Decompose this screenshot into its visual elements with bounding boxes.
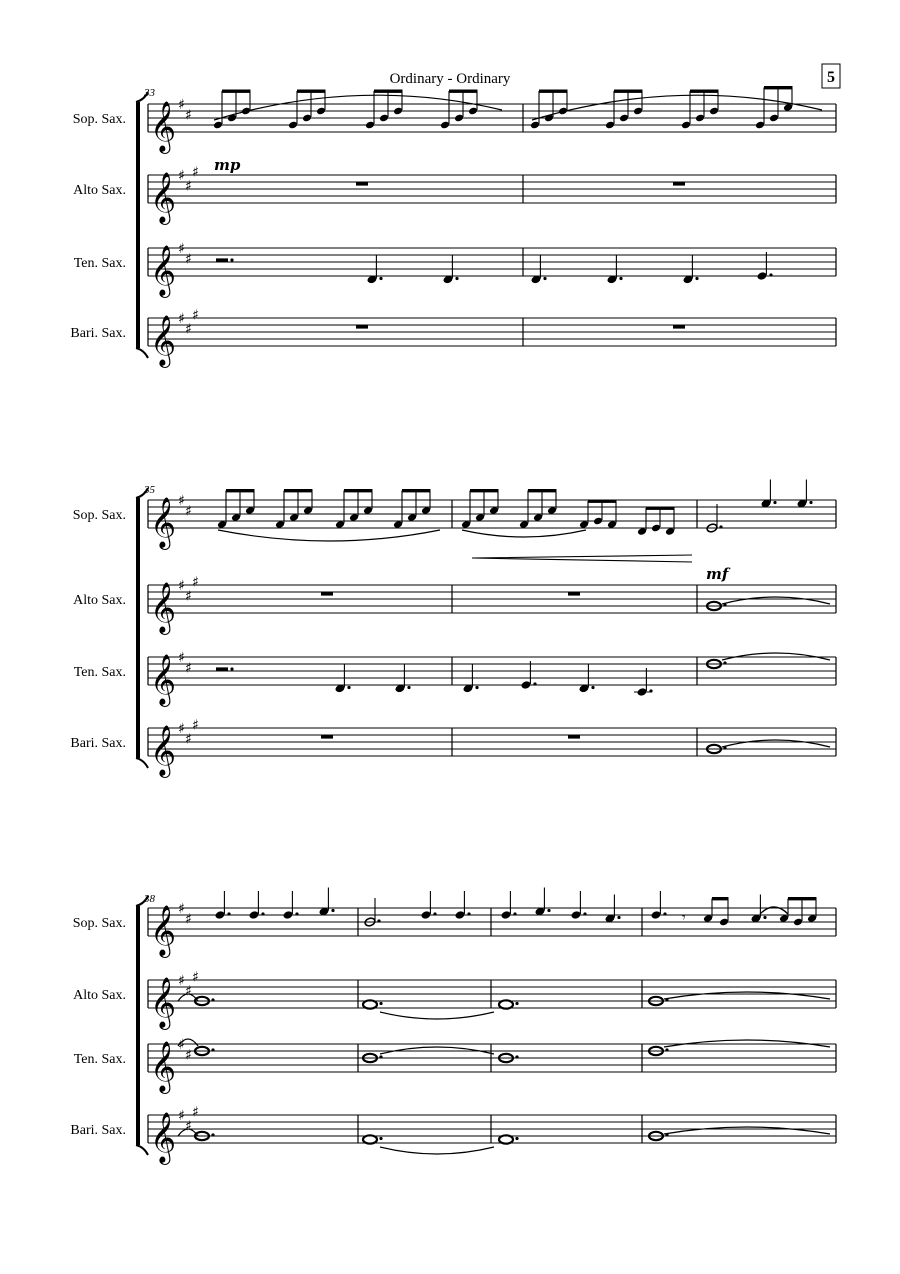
- beam: [226, 489, 255, 492]
- whole-note: [363, 1135, 377, 1143]
- staff: [73, 970, 836, 1031]
- sharp-icon: ♯: [185, 1047, 192, 1064]
- staff: [73, 493, 836, 550]
- whole-rest: [673, 325, 685, 329]
- beam: [344, 489, 373, 492]
- sharp-icon: ♯: [185, 983, 192, 1000]
- beam: [297, 90, 326, 93]
- instrument-name: Alto Sax.: [73, 988, 126, 1003]
- sharp-icon: ♯: [178, 97, 185, 113]
- treble-clef-icon: 𝄞: [150, 977, 177, 1028]
- beam: [588, 500, 617, 503]
- instrument-name: Sop. Sax.: [72, 916, 126, 931]
- treble-clef-icon: 𝄞: [150, 725, 177, 776]
- quarter-note: [215, 910, 226, 920]
- whole-rest: [568, 592, 580, 596]
- staff: [73, 165, 836, 226]
- beam: [222, 90, 251, 93]
- treble-clef-icon: 𝄞: [150, 1041, 177, 1092]
- sharp-icon: ♯: [178, 311, 185, 327]
- beam: [646, 507, 675, 510]
- sharp-icon: ♯: [185, 911, 192, 928]
- treble-clef-icon: 𝄞: [150, 497, 177, 548]
- beam: [284, 489, 313, 492]
- beam: [614, 90, 643, 93]
- quarter-note: [501, 910, 512, 920]
- sharp-icon: ♯: [178, 1108, 185, 1124]
- sharp-icon: ♯: [178, 168, 185, 184]
- sharp-icon: ♯: [178, 241, 185, 257]
- whole-note: [363, 1000, 377, 1008]
- sharp-icon: ♯: [185, 1118, 192, 1135]
- system-bracket: [136, 498, 140, 758]
- treble-clef-icon: 𝄞: [150, 1112, 177, 1163]
- sharp-icon: ♯: [192, 307, 199, 324]
- sharp-icon: ♯: [192, 969, 199, 986]
- eighth-rest: 𝄾: [682, 910, 686, 926]
- page-title: Ordinary - Ordinary: [389, 71, 511, 87]
- beam: [470, 489, 499, 492]
- half-rest: [216, 258, 228, 262]
- dynamic-mp: mp: [214, 156, 241, 174]
- crescendo-hairpin: [472, 555, 692, 562]
- instrument-name: Bari. Sax.: [70, 326, 126, 341]
- whole-rest: [673, 182, 685, 186]
- quarter-note: [421, 910, 432, 920]
- whole-rest: [568, 735, 580, 739]
- beam: [539, 90, 568, 93]
- half-rest: [216, 667, 228, 671]
- sharp-icon: ♯: [192, 1104, 199, 1121]
- treble-clef-icon: 𝄞: [150, 315, 177, 366]
- system-bracket: [136, 906, 140, 1145]
- staff: [70, 308, 836, 369]
- treble-clef-icon: 𝄞: [150, 172, 177, 223]
- sharp-icon: ♯: [178, 650, 185, 666]
- treble-clef-icon: 𝄞: [150, 582, 177, 633]
- treble-clef-icon: 𝄞: [150, 654, 177, 705]
- whole-rest: [356, 325, 368, 329]
- instrument-name: Sop. Sax.: [72, 112, 126, 127]
- page-number: 5: [827, 69, 835, 86]
- sharp-icon: ♯: [192, 717, 199, 734]
- staff: [74, 650, 836, 707]
- whole-note: [499, 1000, 513, 1008]
- quarter-note: [571, 910, 582, 920]
- quarter-note: [249, 910, 260, 920]
- tie: [664, 992, 830, 999]
- beam: [764, 86, 793, 89]
- sharp-icon: ♯: [178, 721, 185, 737]
- sharp-icon: ♯: [185, 321, 192, 338]
- beam: [528, 489, 557, 492]
- instrument-name: Bari. Sax.: [70, 1123, 126, 1138]
- treble-clef-icon: 𝄞: [150, 245, 177, 296]
- whole-note: [499, 1135, 513, 1143]
- tie: [722, 597, 830, 604]
- tie: [380, 1012, 494, 1019]
- instrument-name: Bari. Sax.: [70, 736, 126, 751]
- sharp-icon: ♯: [192, 574, 199, 591]
- instrument-name: Ten. Sax.: [73, 256, 126, 271]
- staff: [70, 1105, 836, 1166]
- tie: [722, 740, 830, 747]
- staff: [73, 97, 836, 154]
- quarter-note: [283, 910, 294, 920]
- quarter-note: [651, 910, 662, 920]
- treble-clef-icon: 𝄞: [150, 905, 177, 956]
- measure-number: 33: [144, 87, 155, 99]
- sharp-icon: ♯: [185, 107, 192, 124]
- tie: [380, 1147, 494, 1154]
- measure-number: 35: [144, 484, 155, 496]
- sharp-icon: ♯: [185, 178, 192, 195]
- staff: [74, 1037, 836, 1094]
- instrument-name: Sop. Sax.: [72, 508, 126, 523]
- instrument-name: Ten. Sax.: [73, 665, 126, 680]
- beam: [449, 90, 478, 93]
- beam: [374, 90, 403, 93]
- quarter-note: [521, 680, 532, 690]
- beam: [788, 897, 817, 900]
- staff: [73, 901, 836, 958]
- system: [70, 893, 836, 1165]
- system-bracket: [136, 102, 140, 348]
- sharp-icon: ♯: [185, 251, 192, 268]
- sharp-icon: ♯: [178, 578, 185, 594]
- staff: [74, 241, 836, 298]
- sharp-icon: ♯: [178, 901, 185, 917]
- beam: [712, 897, 729, 900]
- whole-rest: [356, 182, 368, 186]
- sharp-icon: ♯: [185, 503, 192, 520]
- whole-rest: [321, 735, 333, 739]
- sharp-icon: ♯: [192, 164, 199, 181]
- quarter-note: [455, 910, 466, 920]
- sharp-icon: ♯: [185, 588, 192, 605]
- sharp-icon: ♯: [178, 493, 185, 509]
- instrument-name: Alto Sax.: [73, 183, 126, 198]
- quarter-note: [757, 271, 768, 281]
- system-1-content: [213, 86, 822, 329]
- sharp-icon: ♯: [185, 731, 192, 748]
- sharp-icon: ♯: [178, 973, 185, 989]
- beam: [402, 489, 431, 492]
- treble-clef-icon: 𝄞: [150, 101, 177, 152]
- beam: [690, 90, 719, 93]
- tie: [664, 1127, 830, 1134]
- dynamic-mf: mf: [706, 565, 729, 583]
- system-3-content: [178, 888, 830, 1155]
- whole-rest: [321, 592, 333, 596]
- sharp-icon: ♯: [178, 1037, 185, 1053]
- measure-number: 38: [144, 893, 155, 905]
- instrument-name: Ten. Sax.: [73, 1052, 126, 1067]
- instrument-name: Alto Sax.: [73, 593, 126, 608]
- system: [70, 87, 836, 368]
- sharp-icon: ♯: [185, 660, 192, 677]
